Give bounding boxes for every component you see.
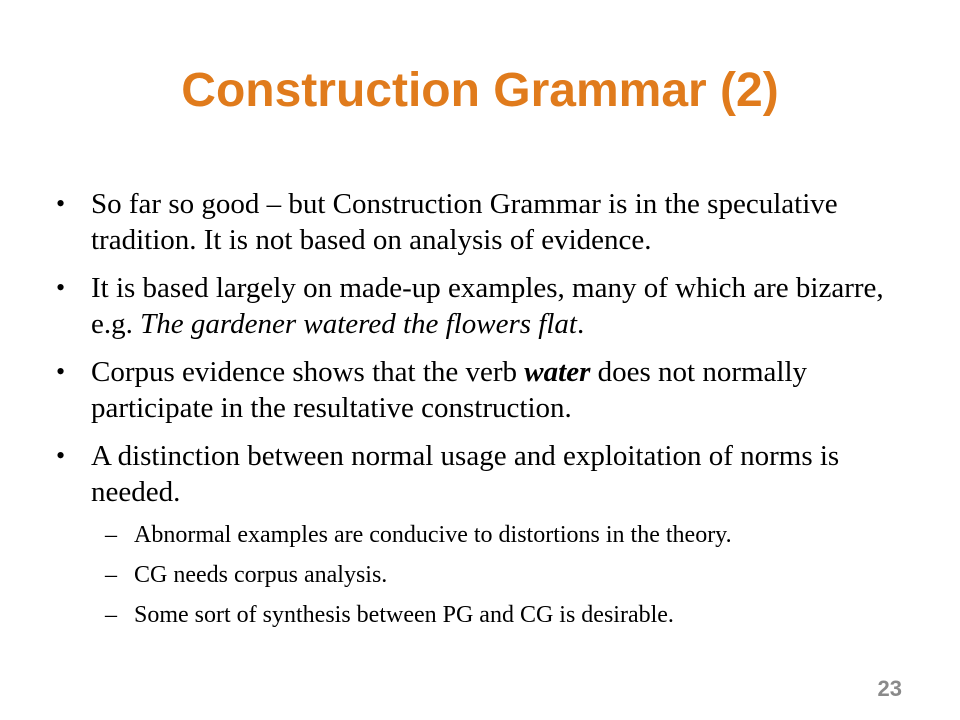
bullet-marker: •: [56, 441, 66, 470]
slide-body: [56, 186, 916, 630]
sub-bullet-marker: –: [105, 602, 117, 628]
bullet-item: [56, 438, 916, 510]
bullet-marker: •: [56, 273, 66, 302]
slide-title: Construction Grammar (2): [181, 64, 779, 117]
bullet-item: [56, 354, 916, 426]
bullet-marker: •: [56, 357, 66, 386]
sub-bullet-item: [56, 560, 916, 590]
sub-bullet-text: CG needs corpus analysis.: [134, 562, 388, 588]
bullet-item: [56, 186, 916, 258]
emphasized-verb: water: [524, 356, 591, 388]
bullet-text: It is based largely on made-up examples, many of which are bizarre, e.g.: [91, 272, 884, 340]
example-sentence: The gardener watered the flowers flat: [140, 308, 577, 340]
bullet-text: So far so good – but Construction Grammar is in the speculative tradition. It is not based on analysis of evidence.: [91, 188, 838, 256]
sub-bullet-item: [56, 600, 916, 630]
bullet-text: Corpus evidence shows that the verb: [91, 356, 525, 388]
bullet-marker: •: [56, 189, 66, 218]
bullet-item: [56, 270, 916, 342]
bullet-text-end: .: [576, 308, 585, 340]
bullet-text-end: does not normally participate in the resultative construction.: [91, 356, 808, 424]
sub-bullet-marker: –: [105, 562, 117, 588]
sub-bullet-item: [56, 520, 916, 550]
bullet-text: A distinction between normal usage and exploitation of norms is needed.: [91, 440, 840, 508]
sub-bullet-text: Abnormal examples are conducive to distortions in the theory.: [134, 522, 732, 548]
page-number: 23: [877, 676, 902, 701]
sub-bullet-marker: –: [105, 522, 117, 548]
sub-bullet-text: Some sort of synthesis between PG and CG is desirable.: [134, 602, 674, 628]
